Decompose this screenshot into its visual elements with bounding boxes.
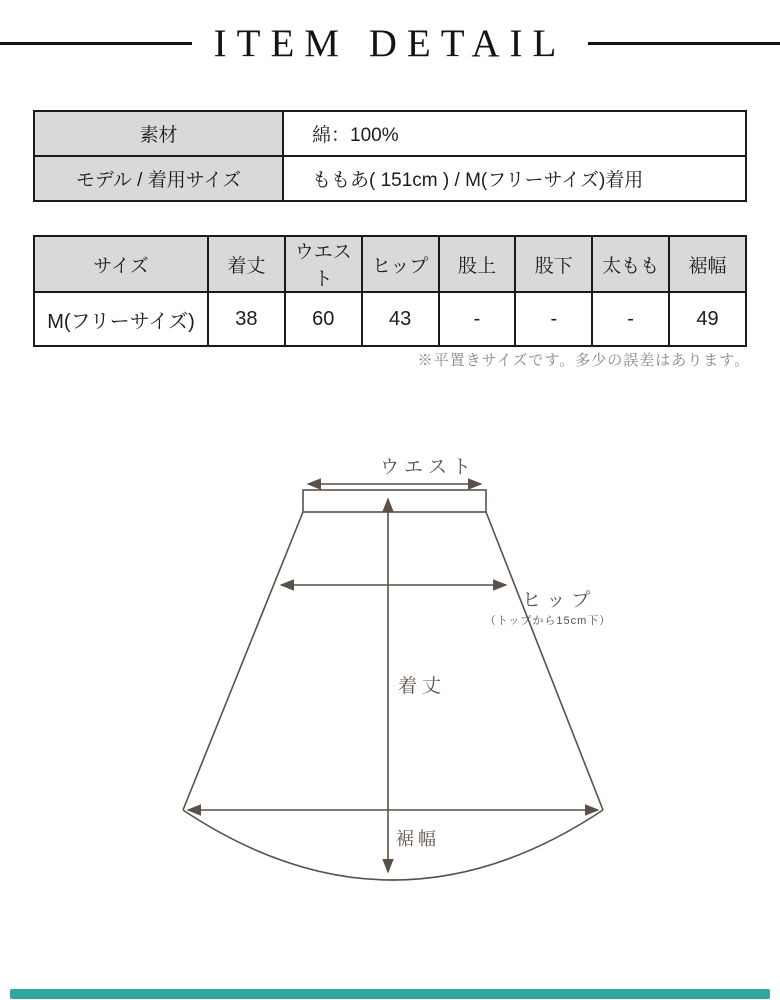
size-cell-thigh: - bbox=[592, 292, 669, 346]
size-cell-inseam: - bbox=[515, 292, 592, 346]
skirt-right-side bbox=[486, 512, 603, 810]
page-title: ITEM DETAIL bbox=[213, 22, 567, 65]
hip-offset-note-label: （トップから15cm下） bbox=[484, 615, 612, 627]
hip-label: ヒップ bbox=[522, 590, 597, 611]
size-col-header-inseam: 股下 bbox=[515, 236, 592, 292]
info-label-material: 素材 bbox=[34, 111, 283, 156]
size-col-header-length: 着丈 bbox=[208, 236, 285, 292]
waist-label: ウエスト bbox=[379, 457, 476, 478]
hem-width-label: 裾幅 bbox=[396, 829, 440, 849]
accent-bar bbox=[10, 989, 770, 999]
length-label: 着丈 bbox=[398, 676, 447, 697]
size-col-header-hip: ヒップ bbox=[362, 236, 439, 292]
info-value-model-size: ももあ( 151cm ) / M(フリーサイズ)着用 bbox=[283, 156, 746, 201]
skirt-left-side bbox=[183, 512, 303, 810]
size-cell-rise: - bbox=[439, 292, 516, 346]
size-cell-size: M(フリーサイズ) bbox=[34, 292, 208, 346]
info-value-material: 綿：100% bbox=[283, 111, 746, 156]
size-col-header-waist: ウエスト bbox=[285, 236, 362, 292]
size-col-header-rise: 股上 bbox=[439, 236, 516, 292]
skirt-waistband bbox=[303, 490, 486, 512]
skirt-hem-curve bbox=[183, 810, 603, 880]
size-col-header-thigh: 太もも bbox=[592, 236, 669, 292]
size-col-header-size: サイズ bbox=[34, 236, 208, 292]
size-cell-hem: 49 bbox=[669, 292, 746, 346]
info-label-model-size: モデル / 着用サイズ bbox=[34, 156, 283, 201]
flat-measurement-note: ※平置きサイズです。多少の誤差はあります。 bbox=[417, 352, 750, 369]
size-cell-waist: 60 bbox=[285, 292, 362, 346]
size-col-header-hem: 裾幅 bbox=[669, 236, 746, 292]
size-cell-hip: 43 bbox=[362, 292, 439, 346]
size-cell-length: 38 bbox=[208, 292, 285, 346]
